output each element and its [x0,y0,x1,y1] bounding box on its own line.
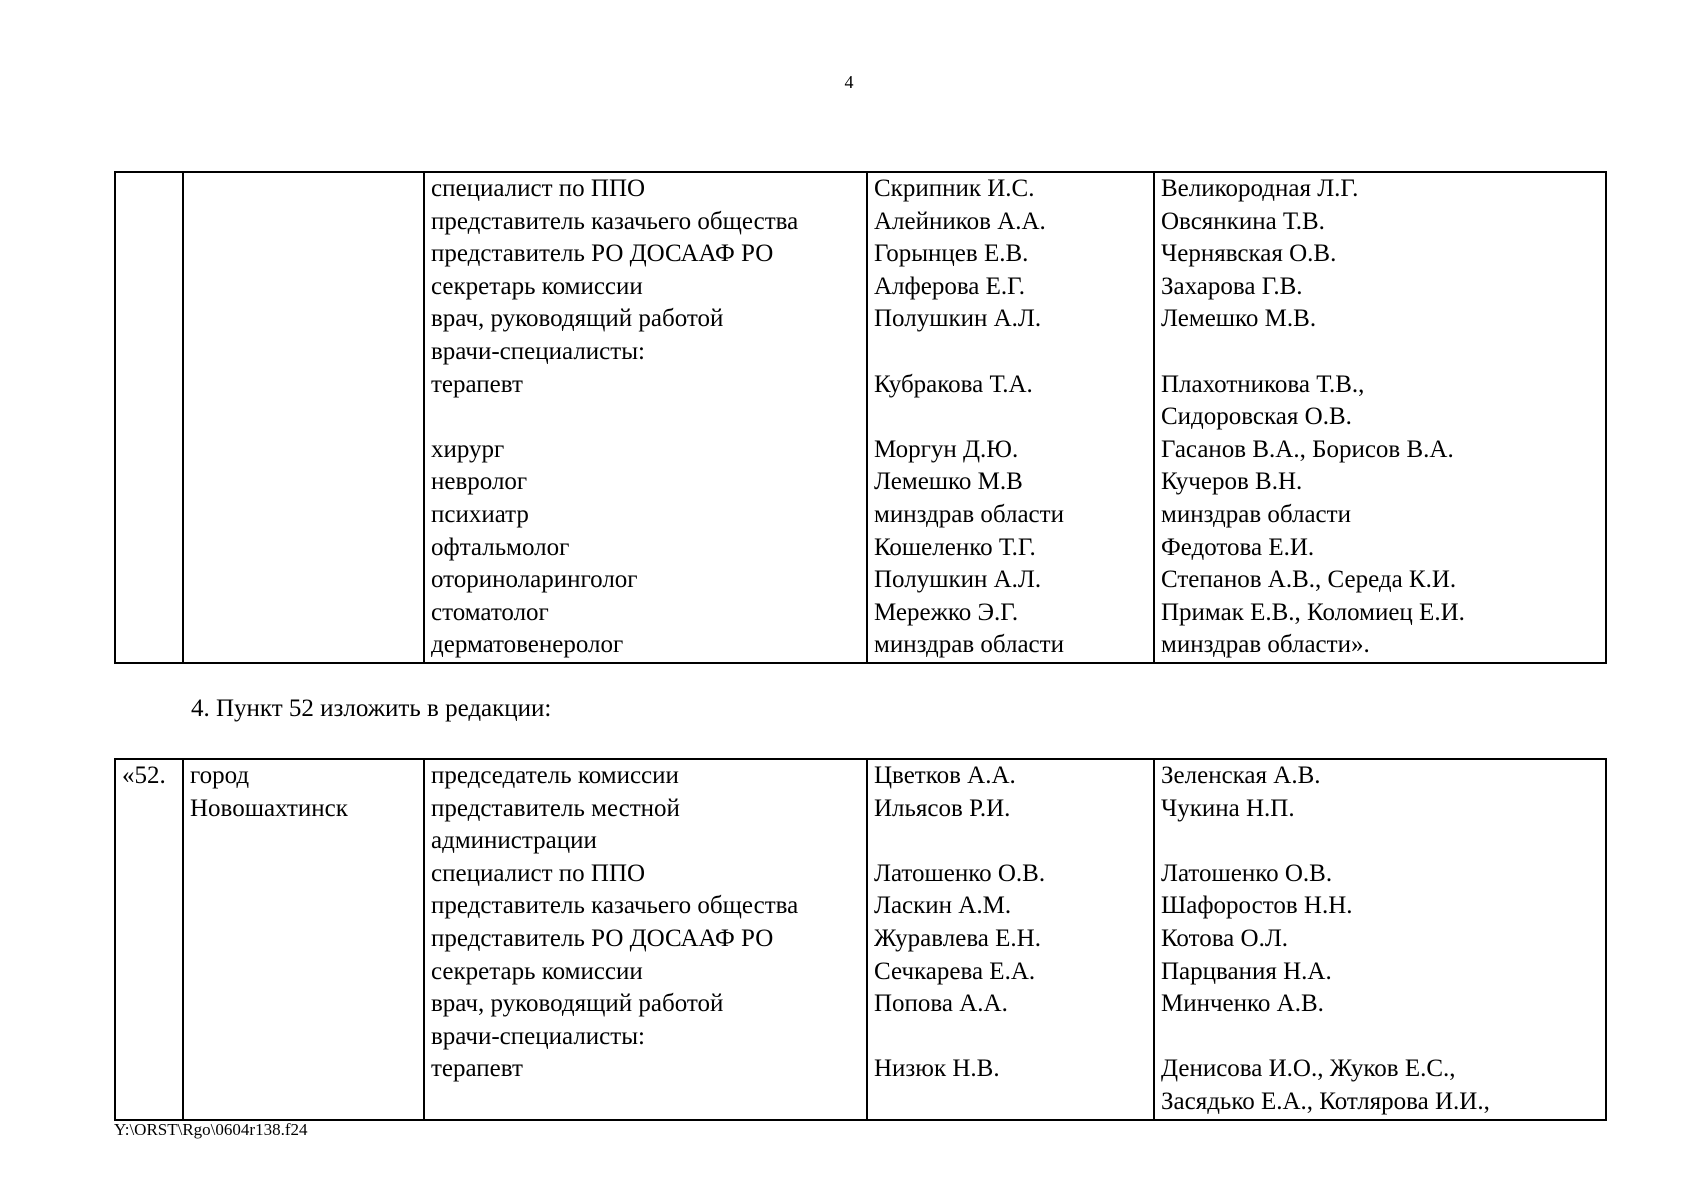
main-member-cell [867,759,1154,1120]
cell-line: хирург [431,435,505,463]
cell-line: Низюк Н.В. [874,1055,1000,1083]
cell-line: Моргун Д.Ю. [874,435,1019,463]
role-cell [424,759,867,1120]
cell-line: Латошенко О.В. [874,859,1046,887]
cell-line: минздрав области [874,500,1064,528]
cell-line: председатель комиссии [431,762,679,789]
cell-line: Чукина Н.П. [1161,794,1295,822]
cell-line: Зеленская А.В. [1161,762,1321,789]
cell-line: врачи-специалисты: [431,1022,645,1050]
cell-line: секретарь комиссии [431,957,643,985]
commission-table-continued [114,171,1607,664]
cell-line: Котова О.Л. [1161,924,1289,952]
cell-line: город [190,762,250,789]
cell-line: Плахотникова Т.В., [1161,370,1365,398]
reserve-member-cell [1154,759,1606,1120]
cell-line [1161,825,1605,858]
cell-line: Минченко А.В. [1161,990,1324,1018]
place-cell [183,172,424,663]
cell-line: Горынцев Е.В. [874,240,1029,268]
cell-line: специалист по ППО [431,175,646,202]
cell-line: Гасанов В.А., Борисов В.А. [1161,435,1454,463]
cell-line: Ильясов Р.И. [874,794,1011,822]
cell-line: Шафоростов Н.Н. [1161,892,1353,920]
cell-line: дерматовенеролог [431,631,624,659]
reserve-member-cell [1154,172,1606,663]
cell-line: стоматолог [431,598,549,626]
cell-line: представитель РО ДОСААФ РО [431,924,774,952]
cell-line: Парцвания Н.А. [1161,957,1332,985]
cell-line: Сечкарева Е.А. [874,957,1036,985]
cell-line: администрации [431,827,597,855]
cell-line: офтальмолог [431,533,570,561]
cell-line: Ласкин А.М. [874,892,1012,920]
commission-table-item-52 [114,758,1607,1121]
cell-line: Лемешко М.В [874,468,1023,496]
cell-line [1161,1021,1605,1054]
cell-line [122,173,182,206]
page-number: 4 [844,72,854,92]
cell-line: Скрипник И.С. [874,175,1035,202]
cell-line: Степанов А.В., Середа К.И. [1161,566,1457,594]
cell-line: Полушкин А.Л. [874,305,1042,333]
place-cell [183,759,424,1120]
cell-line: минздрав области [1161,500,1351,528]
cell-line: Кошеленко Т.Г. [874,533,1036,561]
cell-line: Мережко Э.Г. [874,598,1019,626]
cell-line: Великородная Л.Г. [1161,175,1359,202]
cell-line: Лемешко М.В. [1161,305,1317,333]
cell-line: Кубракова Т.А. [874,370,1033,398]
cell-line: Кучеров В.Н. [1161,468,1303,496]
table-row [115,172,1606,663]
cell-line: минздрав области [874,631,1064,659]
cell-line: Новошахтинск [190,794,348,822]
cell-line: психиатр [431,500,529,528]
cell-line [1161,336,1605,369]
cell-line: терапевт [431,1055,523,1083]
table-row [115,759,1606,1120]
cell-line: представитель РО ДОСААФ РО [431,240,774,268]
cell-line: Попова А.А. [874,990,1008,1018]
cell-line: специалист по ППО [431,859,646,887]
cell-line: представитель местной [431,794,680,822]
cell-line: секретарь комиссии [431,272,643,300]
cell-line: Цветков А.А. [874,762,1016,789]
cell-line: Алферова Е.Г. [874,272,1026,300]
cell-line [874,401,1153,434]
cell-line: Денисова И.О., Жуков Е.С., [1161,1055,1456,1083]
cell-line: врач, руководящий работой [431,990,724,1018]
cell-line: Засядько Е.А., Котлярова И.И., [1161,1087,1490,1115]
main-member-cell [867,172,1154,663]
item-number-cell [115,759,183,1120]
cell-line: терапевт [431,370,523,398]
role-cell [424,172,867,663]
cell-line [874,1021,1153,1054]
cell-line: Примак Е.В., Коломиец Е.И. [1161,598,1465,626]
cell-line: Латошенко О.В. [1161,859,1333,887]
cell-line [874,825,1153,858]
amendment-instruction: 4. Пункт 52 изложить в редакции: [191,695,552,722]
cell-line: Захарова Г.В. [1161,272,1303,300]
cell-line: врачи-специалисты: [431,337,645,365]
item-number-cell [115,172,183,663]
cell-line: минздрав области». [1161,631,1370,659]
cell-line [431,401,866,434]
cell-line: Сидоровская О.В. [1161,403,1352,431]
cell-line: Алейников А.А. [874,207,1046,235]
cell-line [874,336,1153,369]
cell-line: «52. [122,762,166,789]
cell-line: Чернявская О.В. [1161,240,1337,268]
cell-line: невролог [431,468,528,496]
cell-line: представитель казачьего общества [431,892,799,920]
cell-line: Овсянкина Т.В. [1161,207,1325,235]
cell-line: Полушкин А.Л. [874,566,1042,594]
cell-line: представитель казачьего общества [431,207,799,235]
file-path-footer: Y:\ORST\Rgo\0604r138.f24 [114,1120,308,1139]
cell-line: врач, руководящий работой [431,305,724,333]
cell-line: оториноларинголог [431,566,638,594]
cell-line: Федотова Е.И. [1161,533,1315,561]
cell-line: Журавлева Е.Н. [874,924,1041,952]
